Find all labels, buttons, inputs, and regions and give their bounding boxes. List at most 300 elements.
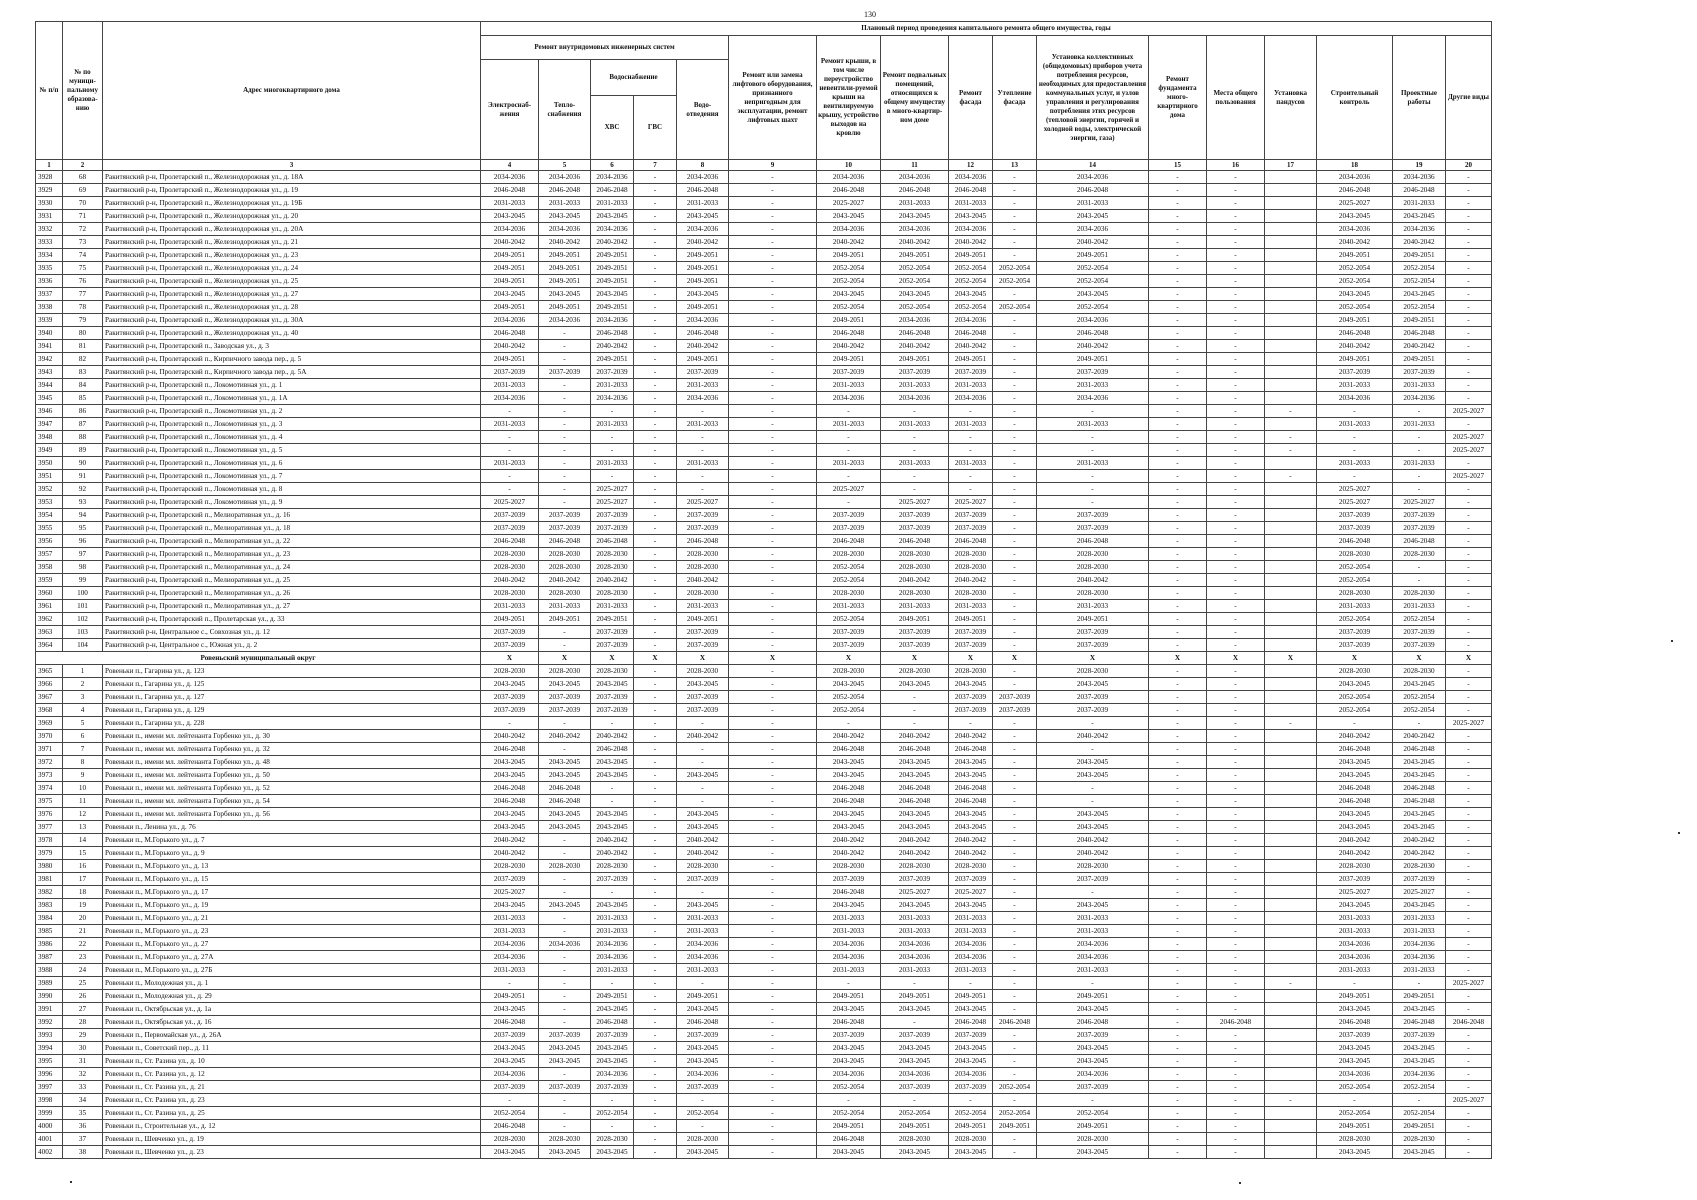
period-cell: - [1446,457,1492,470]
period-cell: - [1149,249,1207,262]
period-cell: - [1149,938,1207,951]
period-cell: - [993,847,1037,860]
period-cell: 2034-2036 [481,392,539,405]
period-cell: 2049-2051 [677,275,729,288]
period-cell: - [729,1003,817,1016]
period-cell: 2031-2033 [1393,925,1446,938]
period-cell: 2052-2054 [817,704,881,717]
period-cell: 2043-2045 [539,1146,591,1159]
period-cell: 2043-2045 [817,210,881,223]
period-cell: - [729,522,817,535]
period-cell: - [993,1042,1037,1055]
period-cell: 2034-2036 [817,951,881,964]
period-cell: - [1149,262,1207,275]
period-cell: 2034-2036 [881,171,949,184]
period-cell: 2037-2039 [539,522,591,535]
period-cell: - [1446,1068,1492,1081]
period-cell: - [1037,1094,1149,1107]
period-cell: 2049-2051 [817,1120,881,1133]
period-cell: - [1207,756,1265,769]
period-cell: 2031-2033 [591,912,634,925]
period-cell: 2031-2033 [949,197,993,210]
period-cell [1265,990,1317,1003]
address-cell: Ракитянский р-н, Пролетарский п., Мелиоративная ул., д. 24 [103,561,481,574]
period-cell: - [729,795,817,808]
period-cell: 2037-2039 [1317,873,1393,886]
period-cell: - [634,509,677,522]
period-cell: 2031-2033 [677,925,729,938]
section-title: Ровеньский муниципальный округ [36,652,481,665]
period-cell: - [949,483,993,496]
period-cell: - [634,470,677,483]
row-number: 3932 [36,223,63,236]
period-cell: 2037-2039 [1393,639,1446,652]
period-cell: - [1446,1081,1492,1094]
period-cell: - [1207,847,1265,860]
period-cell: - [729,353,817,366]
municipal-number: 11 [63,795,103,808]
period-cell: - [634,301,677,314]
period-cell: 2037-2039 [481,1081,539,1094]
period-cell: 2031-2033 [1317,964,1393,977]
period-cell: - [634,1055,677,1068]
municipal-number: 32 [63,1068,103,1081]
period-cell: - [1207,392,1265,405]
period-cell: 2043-2045 [1393,756,1446,769]
period-cell: 2040-2042 [881,236,949,249]
period-cell: 2028-2030 [1317,587,1393,600]
period-cell: - [729,483,817,496]
period-cell: 2043-2045 [591,1055,634,1068]
municipal-number: 103 [63,626,103,639]
period-cell: 2028-2030 [1393,860,1446,873]
period-cell: 2037-2039 [677,366,729,379]
address-cell: Ровеньки п., М.Горького ул., д. 19 [103,899,481,912]
address-cell: Ровеньки п., М.Горького ул., д. 23 [103,925,481,938]
period-cell: 2049-2051 [881,353,949,366]
period-cell: 2031-2033 [481,457,539,470]
table-row [36,691,1492,704]
period-cell: - [539,639,591,652]
period-cell: 2046-2048 [481,795,539,808]
period-cell: - [677,405,729,418]
period-cell: 2037-2039 [677,522,729,535]
period-cell: - [634,795,677,808]
period-cell: 2037-2039 [1037,522,1149,535]
period-cell: 2031-2033 [677,964,729,977]
period-cell: - [1446,964,1492,977]
period-cell: 2049-2051 [677,613,729,626]
period-cell [1265,1029,1317,1042]
period-cell: - [1037,782,1149,795]
period-cell: 2037-2039 [1037,704,1149,717]
address-cell: Ракитянский р-н, Пролетарский п., Мелиоративная ул., д. 27 [103,600,481,613]
row-number: 3943 [36,366,63,379]
table-row [36,509,1492,522]
period-cell: 2049-2051 [591,249,634,262]
period-cell: - [539,405,591,418]
period-cell: 2037-2039 [817,639,881,652]
period-cell: - [1149,1042,1207,1055]
period-cell: 2046-2048 [481,1016,539,1029]
period-cell: - [634,522,677,535]
period-cell: 2037-2039 [539,366,591,379]
period-cell: 2040-2042 [677,730,729,743]
period-cell: - [634,613,677,626]
address-cell: Ракитянский р-н, Пролетарский п., Локомотивная ул., д. 6 [103,457,481,470]
period-cell: - [634,1120,677,1133]
period-cell: - [634,782,677,795]
period-cell: 2025-2027 [677,496,729,509]
row-number: 3956 [36,535,63,548]
period-cell: 2052-2054 [993,1081,1037,1094]
municipal-number: 26 [63,990,103,1003]
period-cell: 2043-2045 [949,1146,993,1159]
period-cell: 2046-2048 [817,795,881,808]
period-cell: - [1207,782,1265,795]
address-cell: Ракитянский р-н, Пролетарский п., Железнодорожная ул., д. 40 [103,327,481,340]
period-cell: - [1149,951,1207,964]
period-cell: 2037-2039 [949,704,993,717]
period-cell [1265,327,1317,340]
period-cell: - [634,704,677,717]
row-number: 3952 [36,483,63,496]
period-cell: - [993,210,1037,223]
period-cell: 2052-2054 [1393,1107,1446,1120]
municipal-number: 20 [63,912,103,925]
period-cell: 2031-2033 [881,197,949,210]
period-cell: - [634,405,677,418]
period-cell: 2025-2027 [1446,405,1492,418]
period-cell: - [1446,366,1492,379]
period-cell [1265,1003,1317,1016]
period-cell: - [634,431,677,444]
period-cell: 2028-2030 [881,860,949,873]
period-cell [1265,392,1317,405]
period-cell: 2049-2051 [1317,990,1393,1003]
table-row [36,795,1492,808]
table-row [36,769,1492,782]
period-cell: - [1207,522,1265,535]
period-cell: - [1149,535,1207,548]
period-cell: 2052-2054 [481,1107,539,1120]
period-cell: - [539,1016,591,1029]
period-cell: 2040-2042 [949,730,993,743]
period-cell [1265,873,1317,886]
period-cell: 2046-2048 [1317,535,1393,548]
address-cell: Ракитянский р-н, Пролетарский п., Локомотивная ул., д. 4 [103,431,481,444]
row-number: 3940 [36,327,63,340]
period-cell: - [993,626,1037,639]
municipal-number: 94 [63,509,103,522]
period-cell: - [1207,626,1265,639]
period-cell: - [539,457,591,470]
municipal-number: 99 [63,574,103,587]
period-cell: - [1149,509,1207,522]
period-cell: - [1446,418,1492,431]
period-cell: 2046-2048 [817,184,881,197]
period-cell: 2031-2033 [591,925,634,938]
period-cell: 2046-2048 [949,327,993,340]
period-cell: 2043-2045 [1393,821,1446,834]
period-cell: 2037-2039 [591,691,634,704]
period-cell: - [1446,1042,1492,1055]
municipal-number: 23 [63,951,103,964]
period-cell: 2040-2042 [949,834,993,847]
period-cell: 2031-2033 [591,964,634,977]
period-cell: - [993,574,1037,587]
period-cell: 2037-2039 [591,366,634,379]
row-number: 3977 [36,821,63,834]
table-row [36,730,1492,743]
period-cell: - [1207,366,1265,379]
period-cell: - [1207,899,1265,912]
column-number: 16 [1207,160,1265,171]
period-cell: - [634,535,677,548]
period-cell: - [1207,1055,1265,1068]
period-cell: - [1207,1120,1265,1133]
table-row [36,860,1492,873]
period-cell: 2049-2051 [817,249,881,262]
period-cell: - [1265,470,1317,483]
period-cell: 2043-2045 [539,678,591,691]
period-cell: 2052-2054 [1037,262,1149,275]
period-cell: - [1037,886,1149,899]
period-cell: - [949,405,993,418]
period-cell: 2034-2036 [539,223,591,236]
address-cell: Ровеньки п., Молодежная ул., д. 29 [103,990,481,1003]
period-cell: - [539,392,591,405]
municipal-number: 30 [63,1042,103,1055]
period-cell: - [677,1120,729,1133]
period-cell: 2031-2033 [1037,925,1149,938]
row-number: 4000 [36,1120,63,1133]
table-row [36,366,1492,379]
period-cell [1265,665,1317,678]
period-cell: 2043-2045 [591,769,634,782]
table-row [36,314,1492,327]
period-cell: 2037-2039 [591,509,634,522]
period-cell: 2028-2030 [817,860,881,873]
period-cell: 2028-2030 [677,548,729,561]
table-row [36,1055,1492,1068]
period-cell: 2043-2045 [1037,756,1149,769]
period-cell: - [817,470,881,483]
period-cell: 2031-2033 [1317,457,1393,470]
table-row [36,327,1492,340]
period-cell: 2052-2054 [1393,691,1446,704]
address-cell: Ракитянский р-н, Пролетарский п., Железнодорожная ул., д. 21 [103,236,481,249]
period-cell: 2025-2027 [481,886,539,899]
period-cell: 2052-2054 [881,262,949,275]
period-cell: - [1207,860,1265,873]
row-number: 3974 [36,782,63,795]
period-cell: - [993,899,1037,912]
other-header: Другие виды [1446,36,1492,160]
period-cell: 2046-2048 [677,535,729,548]
period-cell: 2046-2048 [1393,1016,1446,1029]
table-row [36,353,1492,366]
period-cell: - [634,847,677,860]
period-cell [1265,535,1317,548]
period-cell: 2037-2039 [949,522,993,535]
period-cell: 2034-2036 [1393,223,1446,236]
period-cell: - [634,1042,677,1055]
period-cell: - [634,808,677,821]
column-number: 3 [103,160,481,171]
period-cell: - [993,587,1037,600]
address-cell: Ракитянский р-н, Пролетарский п., Локомотивная ул., д. 8 [103,483,481,496]
period-cell: 2040-2042 [881,847,949,860]
period-cell: - [1037,717,1149,730]
period-cell: - [634,834,677,847]
period-cell: 2028-2030 [481,548,539,561]
period-cell: 2049-2051 [1393,353,1446,366]
period-cell: 2052-2054 [993,262,1037,275]
period-cell: 2031-2033 [1317,418,1393,431]
address-cell: Ракитянский р-н, Пролетарский п., Заводская ул., д. 3 [103,340,481,353]
period-cell: 2049-2051 [817,990,881,1003]
address-cell: Ровеньки п., Гагарина ул., д. 127 [103,691,481,704]
period-cell: - [993,717,1037,730]
address-cell: Ракитянский р-н, Пролетарский п., Железнодорожная ул., д. 19 [103,184,481,197]
facade-header: Ремонт фасада [949,36,993,160]
period-cell: 2040-2042 [481,574,539,587]
period-cell: 2028-2030 [817,665,881,678]
period-cell: - [1393,574,1446,587]
municipal-number: 92 [63,483,103,496]
table-row [36,821,1492,834]
period-cell: - [729,197,817,210]
period-cell: 2037-2039 [949,509,993,522]
period-cell: - [539,717,591,730]
period-cell: - [729,236,817,249]
period-cell: 2025-2027 [481,496,539,509]
period-cell: 2025-2027 [1317,483,1393,496]
period-cell: - [634,769,677,782]
table-row [36,808,1492,821]
period-cell: 2031-2033 [591,418,634,431]
period-cell: 2043-2045 [1393,288,1446,301]
period-cell: 2043-2045 [481,288,539,301]
period-cell: - [729,834,817,847]
period-cell: - [677,431,729,444]
period-cell: 2043-2045 [1317,1042,1393,1055]
period-cell: 2046-2048 [949,1016,993,1029]
period-cell: 2028-2030 [539,548,591,561]
period-cell: 2049-2051 [591,301,634,314]
period-cell: - [729,600,817,613]
period-cell [1265,912,1317,925]
period-cell: - [1446,249,1492,262]
period-cell: - [1207,223,1265,236]
period-cell: - [1037,496,1149,509]
column-number: 7 [634,160,677,171]
period-cell [1265,171,1317,184]
period-cell: 2028-2030 [677,561,729,574]
period-cell: 2043-2045 [539,808,591,821]
period-cell: 2028-2030 [1037,860,1149,873]
period-cell: - [729,327,817,340]
period-cell: 2037-2039 [539,691,591,704]
row-number: 3984 [36,912,63,925]
period-cell: 2052-2054 [1393,301,1446,314]
table-row [36,938,1492,951]
section-mark: X [677,652,729,665]
period-cell: 2046-2048 [817,782,881,795]
address-cell: Ракитянский р-н, Пролетарский п., Мелиоративная ул., д. 16 [103,509,481,522]
period-cell: 2046-2048 [881,743,949,756]
period-cell: 2043-2045 [949,1003,993,1016]
period-cell: - [539,977,591,990]
period-cell: - [729,626,817,639]
period-cell: - [1149,236,1207,249]
table-row [36,678,1492,691]
period-cell: 2028-2030 [591,561,634,574]
period-cell: 2031-2033 [481,925,539,938]
period-cell: 2049-2051 [881,613,949,626]
period-cell: 2037-2039 [881,626,949,639]
period-cell: 2031-2033 [881,379,949,392]
period-cell: - [1207,639,1265,652]
capital-repair-table [35,21,1492,1159]
period-cell: 2049-2051 [677,301,729,314]
section-mark: X [591,652,634,665]
address-cell: Ровеньки п., М.Горького ул., д. 7 [103,834,481,847]
period-cell: 2034-2036 [591,171,634,184]
period-cell: - [1149,990,1207,1003]
period-cell: 2049-2051 [1037,990,1149,1003]
municipal-number: 82 [63,353,103,366]
period-cell: - [729,1016,817,1029]
period-cell: - [993,912,1037,925]
period-cell: 2052-2054 [1393,1081,1446,1094]
row-number: 3983 [36,899,63,912]
period-cell: 2028-2030 [1317,860,1393,873]
period-cell: 2043-2045 [817,678,881,691]
period-cell: 2034-2036 [1317,951,1393,964]
period-cell: 2028-2030 [539,665,591,678]
period-cell: - [1149,275,1207,288]
period-cell: - [729,704,817,717]
period-cell [1265,704,1317,717]
period-cell: 2028-2030 [677,860,729,873]
address-cell: Ракитянский р-н, Пролетарский п., Мелиоративная ул., д. 26 [103,587,481,600]
municipal-number: 69 [63,184,103,197]
construction-control-header: Строительный контроль [1317,36,1393,160]
municipal-number: 87 [63,418,103,431]
row-number: 3928 [36,171,63,184]
period-cell: 2043-2045 [881,821,949,834]
period-cell: - [1207,938,1265,951]
municipal-number: 10 [63,782,103,795]
period-cell: - [1207,795,1265,808]
address-cell: Ровеньки п., Первомайская ул., д. 26А [103,1029,481,1042]
period-cell: 2043-2045 [817,1146,881,1159]
period-cell: - [729,509,817,522]
period-cell: - [677,743,729,756]
period-cell: - [1317,431,1393,444]
period-cell: 2028-2030 [1393,548,1446,561]
period-cell: - [1149,288,1207,301]
period-cell: - [1207,587,1265,600]
period-cell: 2052-2054 [1393,704,1446,717]
municipal-number: 101 [63,600,103,613]
period-cell: - [993,964,1037,977]
period-cell: - [729,184,817,197]
period-cell: - [1446,704,1492,717]
municipal-number: 3 [63,691,103,704]
